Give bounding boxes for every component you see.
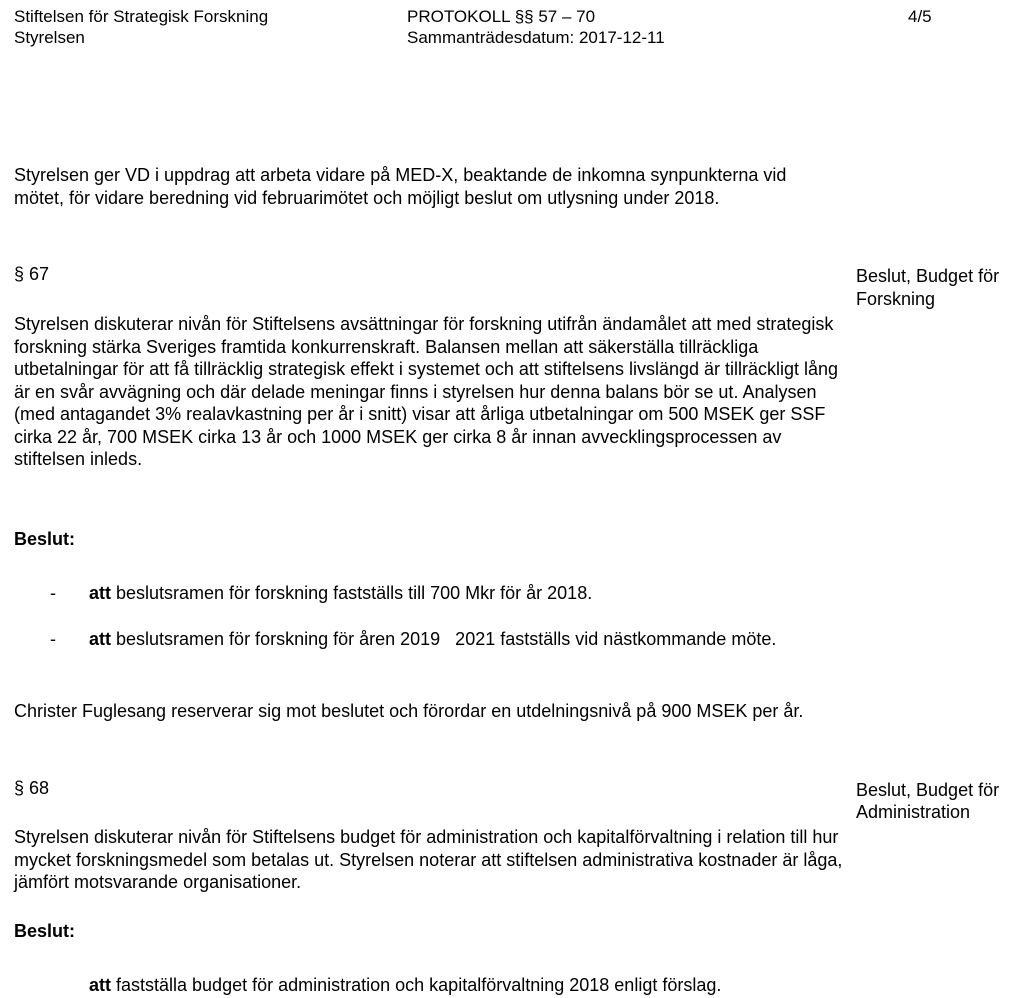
decision-1-keyword: att bbox=[89, 583, 111, 603]
decision-2-keyword: att bbox=[89, 629, 111, 649]
section-68-decision-heading: Beslut: bbox=[14, 921, 76, 941]
org-unit: Styrelsen bbox=[14, 28, 85, 47]
protocol-title: PROTOKOLL §§ 57 – 70 bbox=[407, 7, 596, 26]
decision-68-text: fastställa budget för administration och kapitalförvaltning 2018 enligt förslag. bbox=[111, 975, 722, 995]
meeting-date: Sammanträdesdatum: 2017-12-11 bbox=[407, 28, 665, 47]
section-68-label: § 68 bbox=[14, 778, 50, 798]
section-67-side-note-line1: Beslut, Budget för bbox=[856, 266, 1000, 286]
section-68-paragraph: Styrelsen diskuterar nivån för Stiftelsens budget för administration och kapitalförvaltning i relation till hur mycket forskningsmedel som betalas ut. Styrelsen noterar att stiftelsen administrativa kostnader är låga, jämfört motsvarande organisationer. bbox=[14, 827, 843, 892]
reservation-paragraph: Christer Fuglesang reserverar sig mot beslutet och förordar en utdelningsnivå på 900 MSEK per år. bbox=[14, 701, 804, 721]
decision-1-dash: - bbox=[50, 583, 56, 603]
section-67-label: § 67 bbox=[14, 264, 50, 284]
section-68-side-note-line1: Beslut, Budget för bbox=[856, 780, 1000, 800]
section-67-decision-heading: Beslut: bbox=[14, 529, 76, 549]
decision-68 bbox=[89, 974, 889, 997]
decision-68-keyword: att bbox=[89, 975, 111, 995]
decision-2-dash: - bbox=[50, 629, 56, 649]
section-68-side-note-line2: Administration bbox=[856, 802, 971, 822]
decision-2 bbox=[89, 628, 839, 651]
intro-paragraph: Styrelsen ger VD i uppdrag att arbeta vidare på MED-X, beaktande de inkomna synpunkterna vid mötet, för vidare beredning vid februarimötet och möjligt beslut om utlysning under 2018. bbox=[14, 165, 787, 208]
decision-1 bbox=[89, 582, 849, 605]
section-67-paragraph: Styrelsen diskuterar nivån för Stiftelsens avsättningar för forskning utifrån ändamålet att med strategisk forskning stärka Sveriges framtida konkurrenskraft. Balansen mellan att säkerställa tillräckliga utbetalningar för att få tillräcklig strategisk effekt i systemet och att stiftelsens livslängd är tillräckligt lång är en svår avvägning och där delade meningar finns i styrelsen hur denna balans bör se ut. Analysen (med antagandet 3% realavkastning per år i snitt) visar att årliga utbetalningar om 500 MSEK ger SSF cirka 22 år, 700 MSEK cirka 13 år och 1000 MSEK ger cirka 8 år innan avvecklingsprocessen av stiftelsen inleds. bbox=[14, 314, 839, 469]
section-67-side-note-line2: Forskning bbox=[856, 289, 936, 309]
decision-1-text: beslutsramen för forskning fastställs till 700 Mkr för år 2018. bbox=[111, 583, 593, 603]
decision-2-text: beslutsramen för forskning för åren 2019 2021 fastställs vid nästkommande möte. bbox=[111, 629, 777, 649]
org-name: Stiftelsen för Strategisk Forskning bbox=[14, 7, 269, 26]
page-number: 4/5 bbox=[908, 7, 932, 26]
